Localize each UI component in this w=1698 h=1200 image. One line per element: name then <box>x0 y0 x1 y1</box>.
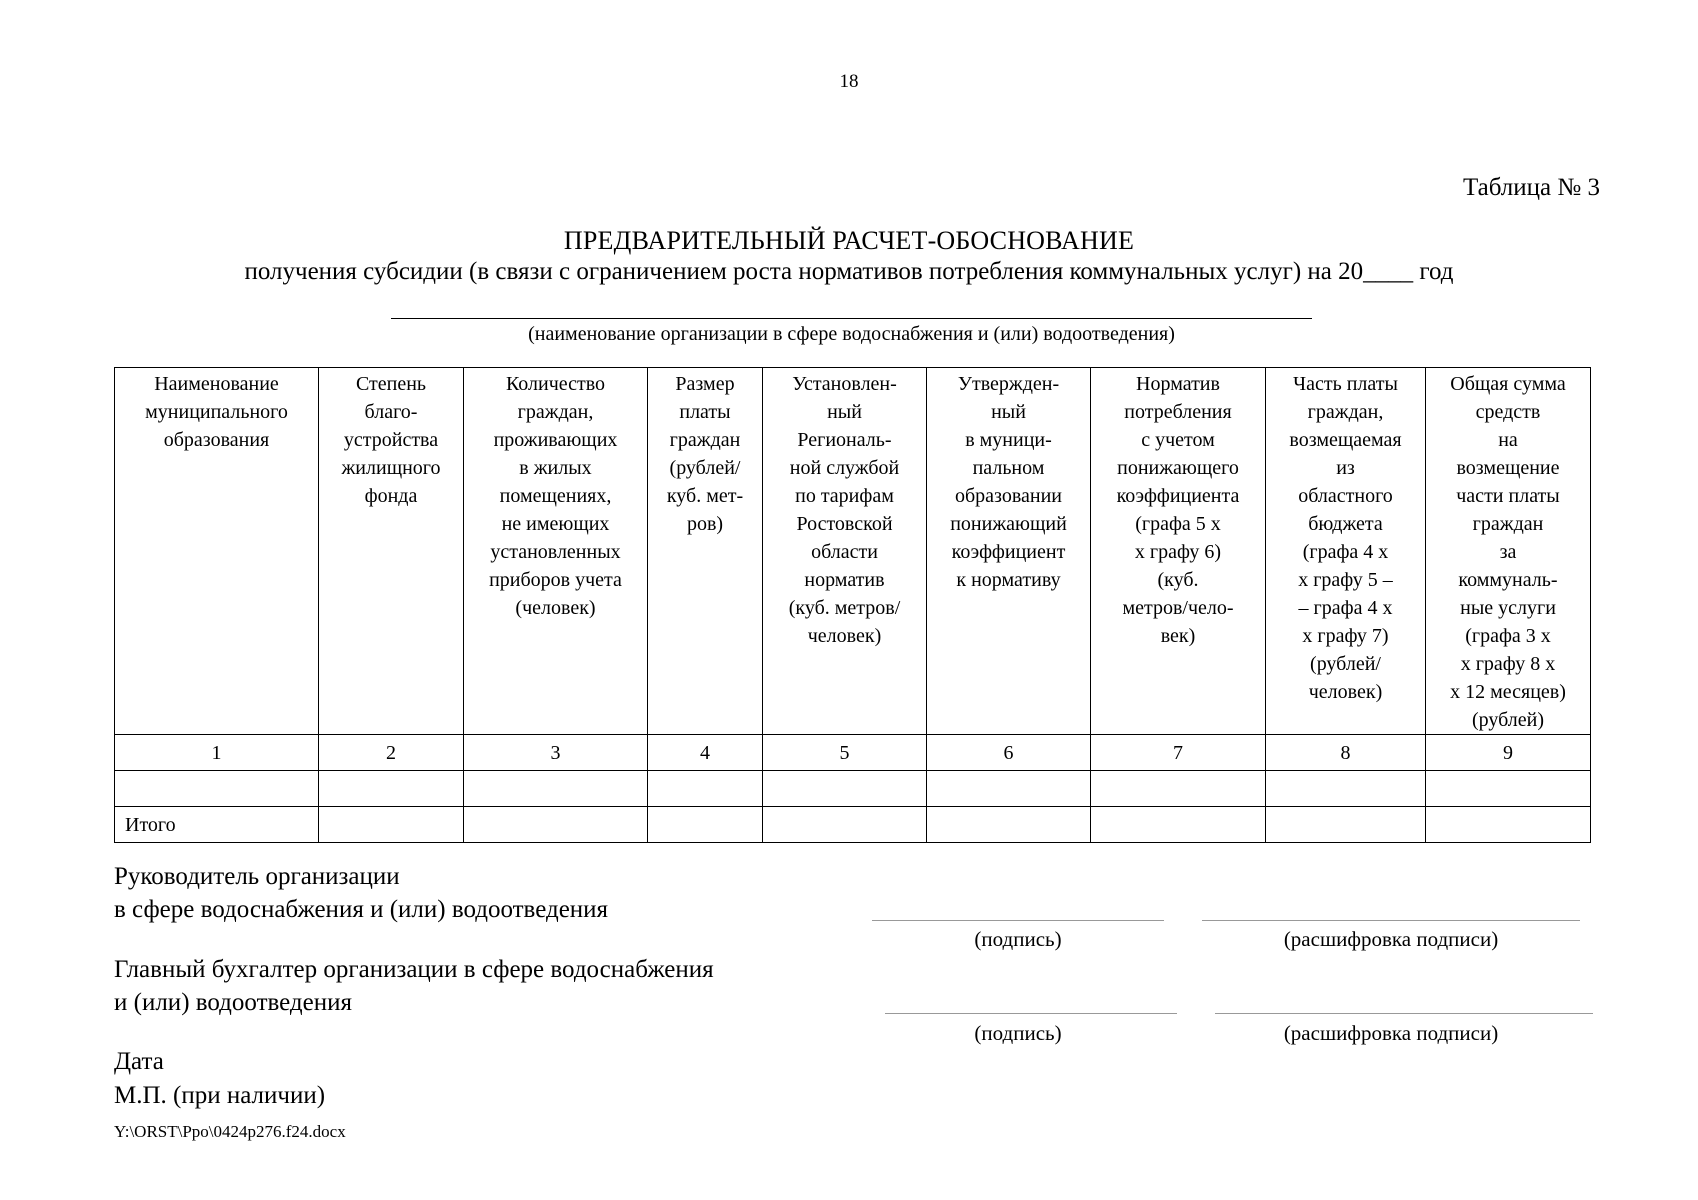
organization-name-caption: (наименование организации в сфере водоснабжения и (или) водоотведения) <box>528 323 1175 345</box>
accountant-decoding-caption: (расшифровка подписи) <box>1283 1021 1499 1045</box>
head-title-line1: Руководитель организации <box>114 863 400 890</box>
table-header-row <box>115 368 1591 735</box>
header-cell: Размер платы граждан (рублей/ куб. мет- ров) <box>648 368 763 735</box>
organization-name-line <box>391 318 1312 319</box>
table-cell <box>319 807 464 843</box>
header-cell: Наименование муниципального образования <box>115 368 319 735</box>
calculation-table <box>114 367 1591 843</box>
table-row <box>115 771 1591 807</box>
header-cell: Норматив потребления с учетом понижающего коэффициента (графа 5 х х графу 6) (куб. метров/чело- век) <box>1091 368 1266 735</box>
table-cell <box>1266 771 1426 807</box>
table-cell <box>464 771 648 807</box>
file-path: Y:\ORST\Ppo\0424p276.f24.docx <box>114 1122 346 1141</box>
page-number: 18 <box>839 71 859 92</box>
table-cell <box>1426 807 1591 843</box>
table-cell <box>1091 807 1266 843</box>
stamp-label: М.П. (при наличии) <box>114 1082 326 1109</box>
header-cell: Количество граждан, проживающих в жилых помещениях, не имеющих установленных приборов учета (человек) <box>464 368 648 735</box>
header-cell: Часть платы граждан, возмещаемая из областного бюджета (графа 4 х х графу 5 – – графа 4 х х графу 7) (рублей/ человек) <box>1266 368 1426 735</box>
table-label: Таблица № 3 <box>1462 174 1600 201</box>
head-title-line2: в сфере водоснабжения и (или) водоотведения <box>114 896 609 923</box>
date-label: Дата <box>114 1048 164 1075</box>
table-cell <box>1266 807 1426 843</box>
table-cell <box>927 807 1091 843</box>
header-cell: Степень благо- устройства жилищного фонда <box>319 368 464 735</box>
head-decoding-line <box>1202 920 1580 921</box>
column-number-cell: 1 <box>115 735 319 771</box>
header-cell: Утвержден- ный в муници- пальном образовании понижающий коэффициент к нормативу <box>927 368 1091 735</box>
column-number-row <box>115 735 1591 771</box>
total-label: Итого <box>115 807 319 843</box>
head-signature-caption: (подпись) <box>974 927 1062 951</box>
column-number-cell: 2 <box>319 735 464 771</box>
table-cell <box>319 771 464 807</box>
table-cell <box>115 771 319 807</box>
table-cell <box>763 771 927 807</box>
table-cell <box>648 807 763 843</box>
accountant-title-line1: Главный бухгалтер организации в сфере водоснабжения <box>114 956 714 983</box>
total-row <box>115 807 1591 843</box>
table-cell <box>927 771 1091 807</box>
table-cell <box>1091 771 1266 807</box>
table-cell <box>464 807 648 843</box>
column-number-cell: 6 <box>927 735 1091 771</box>
column-number-cell: 5 <box>763 735 927 771</box>
header-cell: Установлен- ный Региональ- ной службой по тарифам Ростовской области норматив (куб. метров/ человек) <box>763 368 927 735</box>
header-cell: Общая сумма средств на возмещение части платы граждан за коммуналь- ные услуги (графа 3 х х графу 8 х х 12 месяцев) (рублей) <box>1426 368 1591 735</box>
accountant-decoding-line <box>1215 1013 1593 1014</box>
column-number-cell: 4 <box>648 735 763 771</box>
accountant-signature-caption: (подпись) <box>974 1021 1062 1045</box>
column-number-cell: 9 <box>1426 735 1591 771</box>
table-cell <box>1426 771 1591 807</box>
document-subtitle: получения субсидии (в связи с ограничением роста нормативов потребления коммунальных услуг) на 20____ год <box>244 258 1454 285</box>
document-title: ПРЕДВАРИТЕЛЬНЫЙ РАСЧЕТ-ОБОСНОВАНИЕ <box>563 226 1135 255</box>
head-decoding-caption: (расшифровка подписи) <box>1283 927 1499 951</box>
head-signature-line <box>872 920 1164 921</box>
accountant-signature-line <box>885 1013 1177 1014</box>
column-number-cell: 7 <box>1091 735 1266 771</box>
column-number-cell: 3 <box>464 735 648 771</box>
column-number-cell: 8 <box>1266 735 1426 771</box>
accountant-title-line2: и (или) водоотведения <box>114 989 352 1016</box>
table-cell <box>763 807 927 843</box>
table-cell <box>648 771 763 807</box>
